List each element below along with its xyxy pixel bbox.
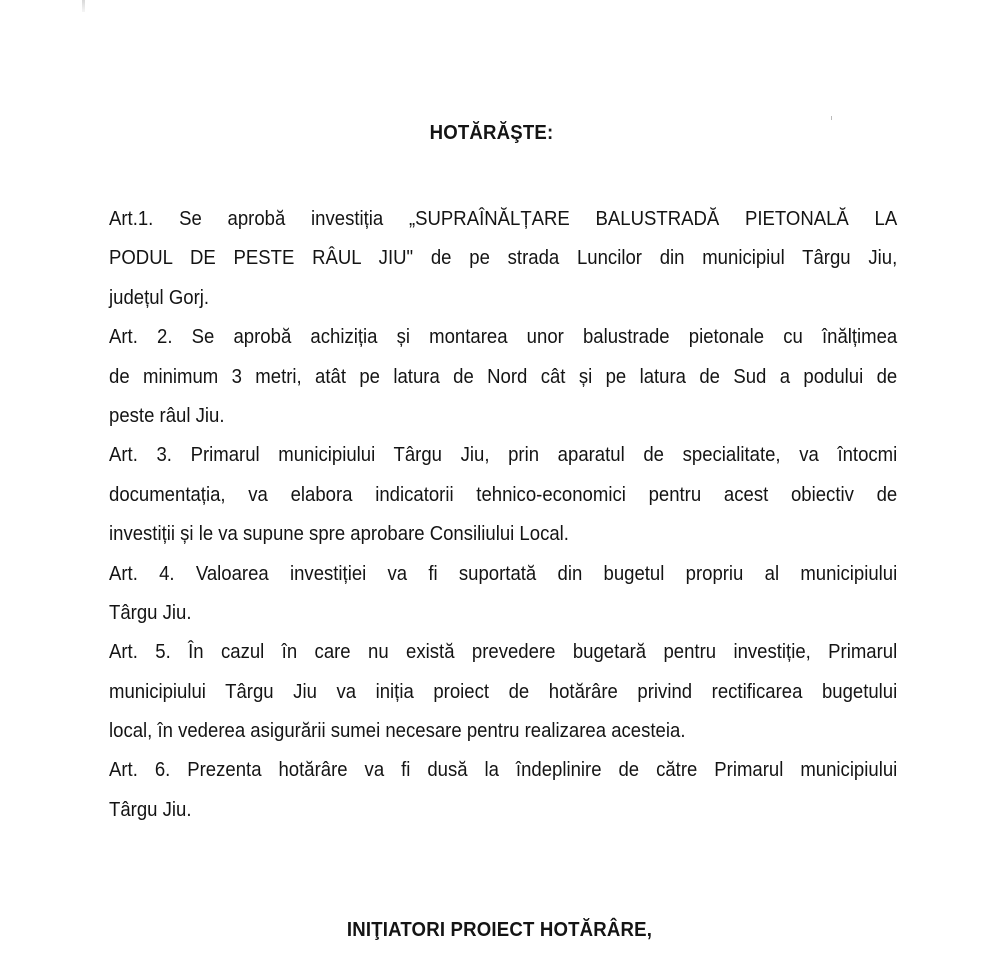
article-2	[109, 317, 899, 435]
article-line: Art. 2. Se aprobă achiziția și montarea unor balustrade pietonale cu înălțimea	[109, 325, 898, 349]
article-line: Târgu Jiu.	[109, 600, 192, 624]
article-line: Târgu Jiu.	[109, 797, 192, 821]
article-line: peste râul Jiu.	[109, 403, 225, 427]
article-1	[109, 199, 899, 317]
article-line: Art. 4. Valoarea investiției va fi suportată din bugetul propriu al municipiului	[109, 561, 898, 585]
initiators-heading: INIŢIATORI PROIECT HOTĂRÂRE,	[346, 919, 653, 941]
article-5	[109, 632, 899, 750]
article-line: Art. 6. Prezenta hotărâre va fi dusă la îndeplinire de către Primarul municipiului	[109, 758, 898, 782]
scan-artifact	[82, 0, 85, 12]
article-line: municipiului Târgu Jiu va iniția proiect de hotărâre privind rectificarea bugetului	[109, 679, 898, 703]
article-4	[109, 554, 899, 633]
article-3	[109, 435, 899, 553]
article-line: investiții și le va supune spre aprobare Consiliului Local.	[109, 522, 569, 546]
article-line: documentația, va elabora indicatorii tehnico-economici pentru acest obiectiv de	[109, 482, 898, 506]
article-line: Art. 5. În cazul în care nu există prevedere bugetară pentru investiție, Primarul	[109, 640, 898, 664]
article-line: Art.1. Se aprobă investiția „SUPRAÎNĂLȚARE BALUSTRADĂ PIETONALĂ LA	[109, 207, 898, 230]
scan-speck	[831, 116, 832, 120]
article-line: PODUL DE PESTE RÂUL JIU" de pe strada Luncilor din municipiul Târgu Jiu,	[109, 246, 898, 270]
decision-heading: HOTĂRĂŞTE:	[429, 122, 554, 144]
article-line: de minimum 3 metri, atât pe latura de Nord cât și pe latura de Sud a podului de	[109, 364, 898, 388]
articles-body	[109, 199, 899, 829]
article-line: Art. 3. Primarul municipiului Târgu Jiu, prin aparatul de specialitate, va întocmi	[109, 443, 898, 467]
article-line: local, în vederea asigurării sumei necesare pentru realizarea acesteia.	[109, 719, 686, 743]
article-6	[109, 750, 899, 829]
article-line: județul Gorj.	[109, 285, 210, 309]
